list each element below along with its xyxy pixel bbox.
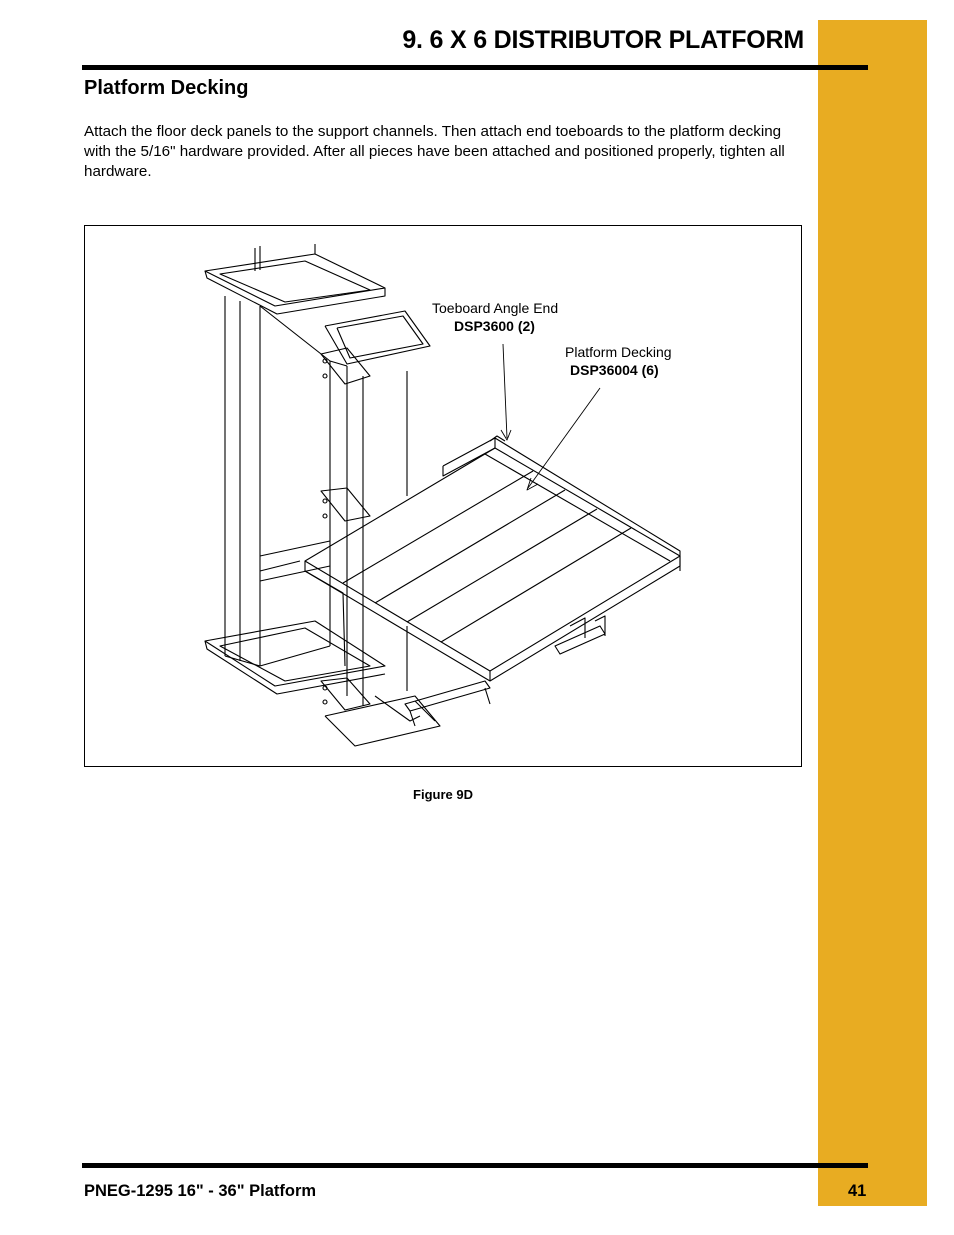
instruction-paragraph: Attach the floor deck panels to the support channels. Then attach end toeboards to the platform decking with the 5/16" hardware provided. After all pieces have been attached and positioned properly, tighten all hardware. [84, 123, 785, 180]
callout-toeboard [432, 299, 558, 335]
upper-spout-flange [205, 244, 430, 364]
callout-decking-part: DSP36004 (6) [570, 362, 659, 378]
vertical-tower [225, 296, 407, 710]
callout-toeboard-part: DSP3600 (2) [454, 318, 535, 334]
figure-caption: Figure 9D [413, 787, 473, 802]
header-rule [82, 65, 868, 70]
callout-decking-label: Platform Decking [565, 344, 672, 360]
callout-toeboard-label: Toeboard Angle End [432, 300, 559, 316]
page-number: 41 [848, 1182, 867, 1200]
support-channels [405, 626, 605, 726]
footer-rule [82, 1163, 868, 1168]
side-color-tab [818, 20, 927, 1206]
section-heading: Platform Decking [84, 77, 249, 99]
figure-frame [84, 225, 802, 767]
platform-decking [305, 448, 680, 681]
page-title: 9. 6 X 6 DISTRIBUTOR PLATFORM [402, 26, 804, 54]
callout-decking [565, 343, 672, 379]
footer-doc-id: PNEG-1295 16" - 36" Platform [84, 1182, 317, 1200]
